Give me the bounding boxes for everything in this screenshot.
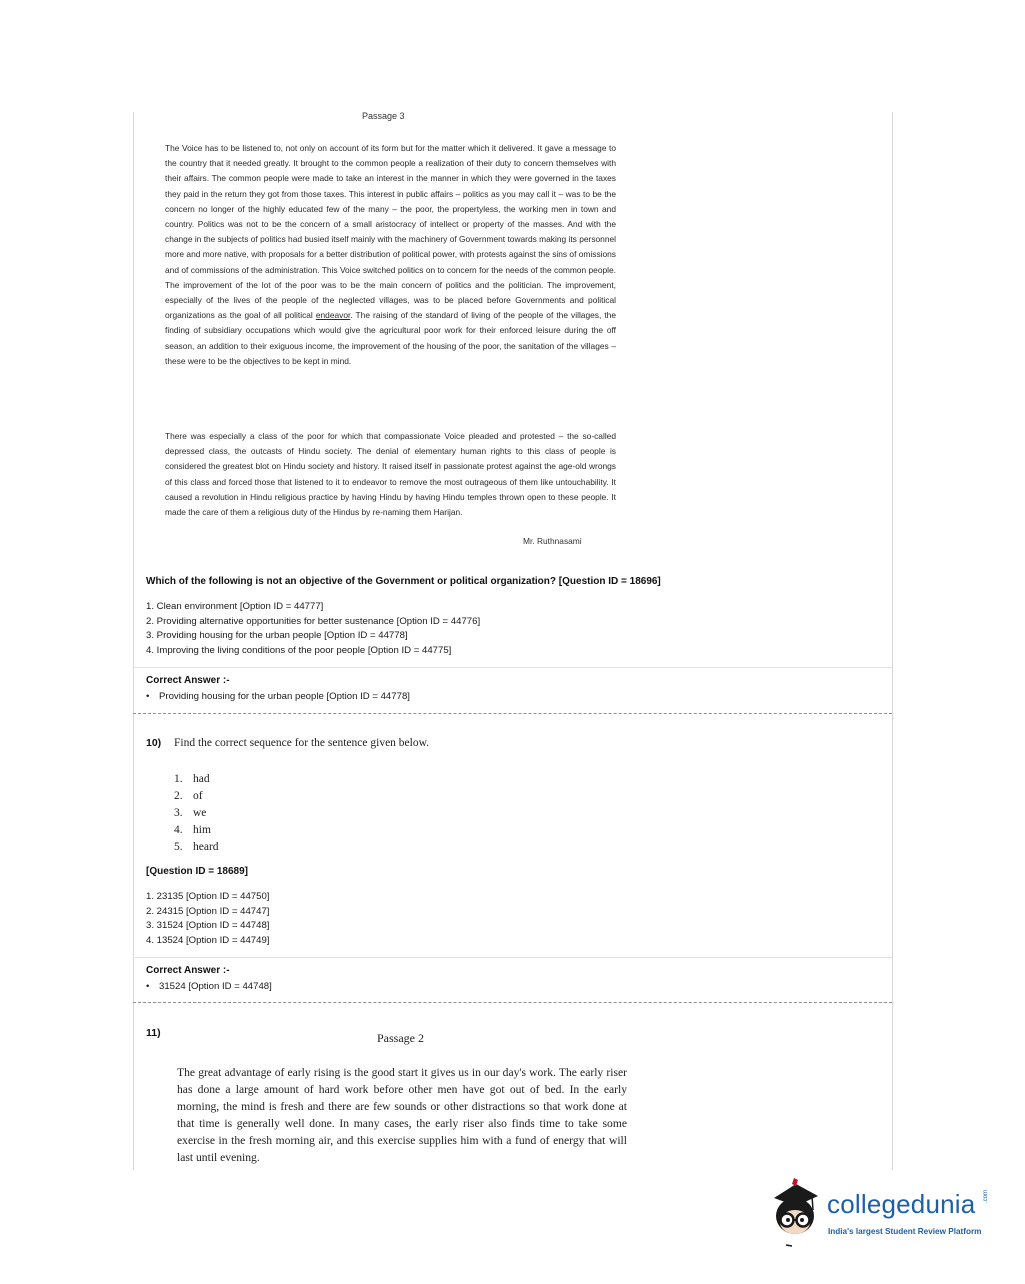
question10-text: Find the correct sequence for the sentence given below.	[174, 737, 430, 749]
passage3-author: Mr. Ruthnasami	[523, 536, 582, 546]
page-frame-right	[892, 112, 893, 1170]
word-item: 2. of	[174, 790, 203, 802]
word-item: 1. had	[174, 773, 210, 785]
question10-id: [Question ID = 18689]	[146, 866, 248, 877]
word-item: 4. him	[174, 824, 211, 836]
question11-number: 11)	[146, 1027, 161, 1039]
correct-answer-text: 31524 [Option ID = 44748]	[159, 981, 272, 992]
page-frame-left	[133, 112, 134, 1170]
passage3-paragraph-1	[165, 141, 616, 369]
option-item: 1. Clean environment [Option ID = 44777]	[146, 601, 324, 612]
bullet-icon: •	[146, 981, 150, 992]
question10-correct-label: Correct Answer :-	[146, 965, 230, 976]
passage2-title: Passage 2	[377, 1031, 424, 1045]
logo-wordmark: collegedunia	[827, 1189, 976, 1219]
passage3-p1-text-end: . The raising of the standard of living of the people of the villages, the finding of subsidiary occupations which would give the agricultural poor work for their enforced leisure during the off season, an addition to their exiguous income, the improvement of the housing of the poor, the sanitation of the villages – these were to be the objectives to be kept in mind.	[165, 310, 616, 366]
question9-correct-label: Correct Answer :-	[146, 675, 230, 686]
option-item: 2. Providing alternative opportunities for better sustenance [Option ID = 44776]	[146, 615, 481, 627]
logo-domain: .com	[983, 1189, 989, 1203]
passage3-paragraph-2: There was especially a class of the poor for which that compassionate Voice pleaded and protested – the so-called depressed class, the outcasts of Hindu society. The denial of elementary human rights to this class of people is considered the greatest blot on Hindu society and history. It raised itself in passionate protest against the age-old wrongs of this class and forced those that listened to it to endeavor to remove the most outrageous of them like untouchability. It caused a revolution in Hindu religious practice by having Hindu by having Hindu temples thrown open to these people. It made the care of them a religious duty of the Hindus by re-naming them Harijan.	[165, 431, 616, 518]
question-separator	[133, 713, 892, 714]
option-item: 3. Providing housing for the urban people [Option ID = 44778]	[146, 630, 408, 642]
bullet-icon: •	[146, 691, 150, 702]
passage3-underlined-word: endeavor	[315, 310, 351, 321]
option-item: 1. 23135 [Option ID = 44750]	[146, 891, 270, 902]
word-item: 5. heard	[174, 841, 219, 853]
passage3-p1-text: The Voice has to be listened to, not only on account of its form but for the matter which it delivered. It gave a message to the country that it needed greatly. It brought to the common people a realization of their duty to concern themselves with their affairs. The common people were made to take an interest in the manner in which they were governed in the taxes they paid in the return they got from those taxes. This interest in public affairs – politics as you may call it – was to be the concern no longer of the highly educated few of the many – the poor, the propertyless, the working men in town and country. Politics was not to be the concern of a small aristocracy of intellect or property of the masses. And with the change in the subjects of politics had busied itself mainly with the machinery of Government towards making its personnel more and more native, with proposals for a better distribution of political power, with protests against the sins of omissions and of commissions of the administration. This Voice switched politics on to concern for the needs of the common people. The improvement of the lot of the poor was to be the main concern of politics and the politician. The improvement, especially of the lives of the people of the neglected villages, was to be placed before Governments and political organizations as the goal of all political	[165, 143, 616, 321]
question-separator	[133, 1002, 892, 1003]
question9-correct-answer	[146, 691, 410, 702]
logo-tagline: India's largest Student Review Platform	[828, 1227, 982, 1236]
divider	[133, 957, 892, 958]
mascot-icon	[774, 1178, 818, 1246]
question9-text: Which of the following is not an objective of the Government or political organization? [Question ID = 18696]	[146, 576, 661, 587]
divider	[133, 667, 892, 668]
option-item: 4. 13524 [Option ID = 44749]	[146, 934, 270, 946]
question10-options	[146, 890, 269, 948]
passage3-title: Passage 3	[362, 111, 405, 121]
option-item: 4. Improving the living conditions of the poor people [Option ID = 44775]	[146, 644, 452, 656]
option-item: 3. 31524 [Option ID = 44748]	[146, 920, 270, 932]
question9-options	[146, 600, 480, 658]
correct-answer-text: Providing housing for the urban people [Option ID = 44778]	[159, 691, 410, 702]
question10-number: 10)	[146, 737, 162, 749]
question10-word-list	[174, 771, 219, 856]
passage2-text: The great advantage of early rising is the good start it gives us in our day's work. The early riser has done a large amount of hard work before other men have got out of bed. In the early morning, the mind is fresh and there are few sounds or other distractions so that work done at that time is generally well done. In many cases, the early riser also finds time to take some exercise in the fresh morning air, and this exercise supplies him with a fund of energy that will last until evening.	[177, 1066, 627, 1165]
question10-correct-answer	[146, 981, 272, 992]
option-item: 2. 24315 [Option ID = 44747]	[146, 905, 270, 917]
word-item: 3. we	[174, 807, 207, 819]
